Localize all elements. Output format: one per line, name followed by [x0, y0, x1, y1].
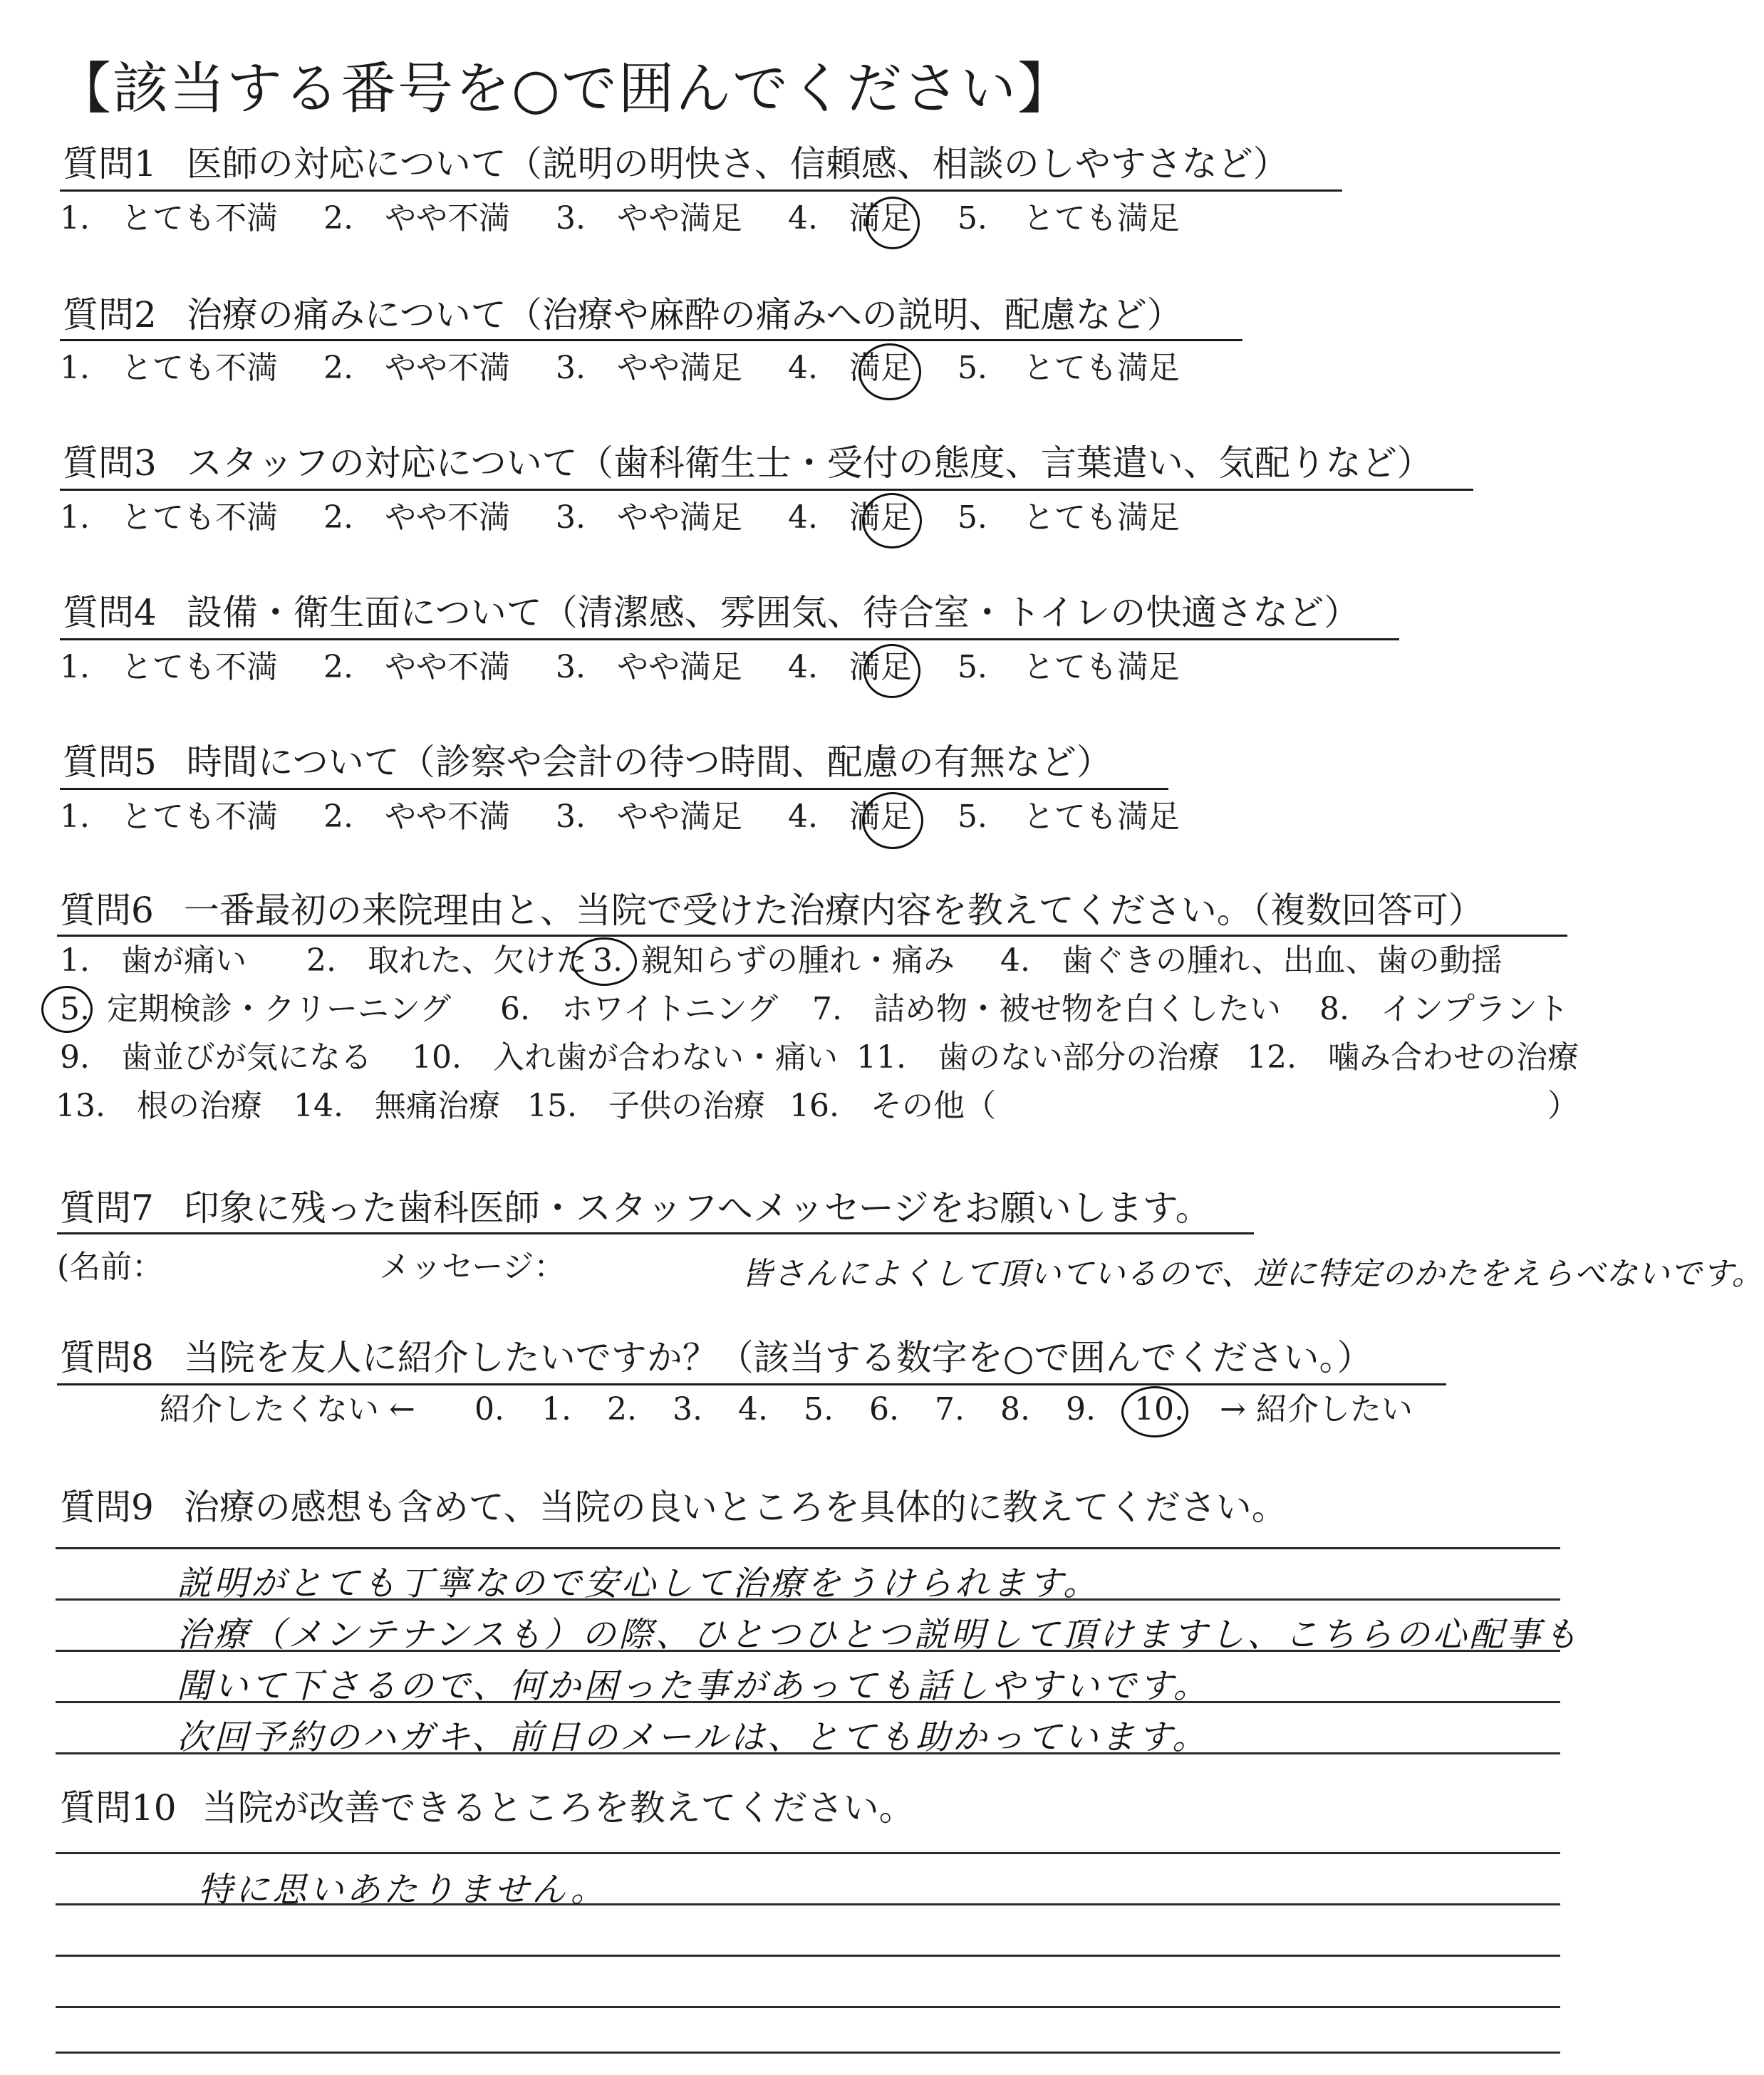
question-9 — [60, 1486, 1287, 1529]
question-7-text: 印象に残った歯科医師・スタッフへメッセージをお願いします。 — [183, 1187, 1211, 1229]
question-1-choices — [60, 199, 1180, 238]
choice-1[interactable]: 1. とても不満 — [60, 649, 278, 685]
recommend-5[interactable]: 5. — [804, 1391, 834, 1427]
q6-option-10[interactable]: 10. 入れ歯が合わない・痛い — [412, 1039, 838, 1076]
q9-answer-line-2: 治療（メンテナンスも）の際、ひとつひとつ説明して頂けますし、こちらの心配事も — [177, 1615, 1581, 1655]
recommend-left-label: 紹介したくない ← — [160, 1391, 415, 1427]
question-6-underline — [57, 935, 1567, 937]
answer-circle-q8 — [1121, 1386, 1188, 1437]
answer-circle-q3 — [862, 493, 922, 548]
q9-answer-line-3: 聞いて下さるので、何か困った事があっても話しやすいです。 — [177, 1666, 1210, 1706]
choice-5-label: とても満足 — [1022, 649, 1180, 685]
question-4-number: 質問4 — [63, 592, 157, 633]
recommend-6[interactable]: 6. — [869, 1391, 899, 1427]
answer-circle-q6-3 — [571, 937, 637, 986]
question-3-choices — [60, 499, 1180, 537]
message-handwritten: 皆さんによくして頂いているので、逆に特定のかたをえらべないです。 — [741, 1256, 1764, 1292]
choice-4[interactable]: 4. 満足 — [787, 799, 912, 835]
q6-option-15[interactable]: 15. 子供の治療 — [527, 1088, 765, 1124]
question-3-underline — [60, 489, 1473, 491]
question-6-number: 質問6 — [60, 890, 154, 931]
question-1-number: 質問1 — [63, 143, 157, 184]
recommend-9[interactable]: 9. — [1066, 1391, 1096, 1427]
choice-4[interactable]: 4. 満足 — [787, 350, 912, 386]
choice-5-label: とても満足 — [1022, 799, 1180, 835]
choice-2[interactable]: 2. やや不満 — [323, 200, 510, 236]
q9-answer-line-1: 説明がとても丁寧なので安心して治療をうけられます。 — [177, 1564, 1101, 1603]
question-7-underline — [57, 1232, 1254, 1234]
question-8-number: 質問8 — [60, 1337, 154, 1378]
q6-option-2[interactable]: 2. 取れた、欠けた — [306, 942, 587, 979]
choice-5[interactable]: 5. — [957, 799, 987, 835]
question-3 — [63, 442, 1433, 484]
choice-3[interactable]: 3. やや満足 — [555, 649, 742, 685]
question-2-choices — [60, 349, 1180, 388]
answer-line — [56, 1852, 1560, 1854]
choice-2[interactable]: 2. やや不満 — [323, 350, 510, 386]
choice-3[interactable]: 3. やや満足 — [555, 799, 742, 835]
question-7 — [60, 1187, 1211, 1229]
q6-option-13[interactable]: 13. 根の治療 — [56, 1088, 262, 1124]
question-3-number: 質問3 — [63, 442, 157, 484]
choice-1[interactable]: 1. とても不満 — [60, 799, 278, 835]
answer-circle-q6-5 — [41, 986, 93, 1033]
choice-3[interactable]: 3. やや満足 — [555, 350, 742, 386]
question-5-choices — [60, 798, 1180, 836]
form-header: 【該当する番号を○で囲んでください】 — [56, 57, 1075, 121]
recommend-0[interactable]: 0. — [474, 1391, 504, 1427]
answer-circle-q1 — [866, 197, 920, 249]
question-2 — [63, 293, 1183, 336]
question-2-underline — [60, 339, 1242, 341]
choice-4[interactable]: 4. 満足 — [787, 200, 912, 236]
q10-answer-line-1: 特に思いあたりません。 — [198, 1870, 608, 1910]
q6-option-3-label: 親知らずの腫れ・痛み — [641, 942, 955, 979]
recommend-2[interactable]: 2. — [607, 1391, 637, 1427]
question-5-text: 時間について（診察や会計の待つ時間、配慮の有無など） — [186, 742, 1112, 783]
answer-line — [56, 1547, 1560, 1549]
question-6-text: 一番最初の来院理由と、当院で受けた治療内容を教えてください。（複数回答可） — [183, 890, 1484, 931]
q6-option-3[interactable]: 3. — [593, 942, 623, 979]
message-label: メッセージ： — [379, 1249, 566, 1285]
answer-line — [56, 2051, 1560, 2054]
name-label: (名前： — [57, 1249, 164, 1285]
q6-option-11[interactable]: 11. 歯のない部分の治療 — [856, 1039, 1220, 1076]
recommend-1[interactable]: 1. — [541, 1391, 571, 1427]
question-1-text: 医師の対応について（説明の明快さ、信頼感、相談のしやすさなど） — [186, 143, 1289, 184]
question-5-underline — [60, 788, 1168, 790]
question-7-number: 質問7 — [60, 1187, 154, 1229]
answer-line — [56, 2006, 1560, 2008]
question-10-number: 質問10 — [60, 1787, 177, 1829]
q9-answer-line-4: 次回予約のハガキ、前日のメールは、とても助かっています。 — [177, 1717, 1210, 1757]
choice-5[interactable]: 5. — [957, 350, 987, 386]
q6-option-16-close-paren: ） — [1547, 1088, 1579, 1124]
choice-2[interactable]: 2. やや不満 — [323, 499, 510, 536]
question-9-text: 治療の感想も含めて、当院の良いところを具体的に教えてください。 — [183, 1487, 1287, 1528]
q6-option-16[interactable]: 16. その他（ — [789, 1088, 996, 1124]
choice-2[interactable]: 2. やや不満 — [323, 649, 510, 685]
question-1 — [63, 142, 1289, 185]
answer-circle-q4 — [863, 644, 920, 698]
q6-option-14[interactable]: 14. 無痛治療 — [294, 1088, 500, 1124]
question-10-text: 当院が改善できるところを教えてください。 — [202, 1787, 915, 1829]
question-8-text: 当院を友人に紹介したいですか？（該当する数字を○で囲んでください。） — [183, 1337, 1373, 1378]
choice-4[interactable]: 4. 満足 — [787, 499, 912, 536]
question-3-text: スタッフの対応について（歯科衛生士・受付の態度、言葉遣い、気配りなど） — [186, 442, 1433, 484]
recommend-right-label: → 紹介したい — [1220, 1391, 1413, 1427]
recommend-7[interactable]: 7. — [935, 1391, 965, 1427]
question-4-choices — [60, 648, 1180, 687]
q6-option-5-label: 定期検診・クリーニング — [107, 991, 452, 1027]
choice-1[interactable]: 1. とても不満 — [60, 200, 278, 236]
question-1-underline — [60, 189, 1342, 192]
question-9-number: 質問9 — [60, 1487, 154, 1528]
choice-5-label: とても満足 — [1022, 499, 1180, 536]
question-2-text: 治療の痛みについて（治療や麻酔の痛みへの説明、配慮など） — [186, 294, 1183, 336]
answer-line — [56, 1955, 1560, 1957]
choice-1[interactable]: 1. とても不満 — [60, 499, 278, 536]
question-6 — [60, 889, 1484, 932]
recommend-8[interactable]: 8. — [1000, 1391, 1030, 1427]
q6-option-5[interactable]: 5. — [60, 991, 90, 1027]
choice-5[interactable]: 5. — [957, 499, 987, 536]
question-10 — [60, 1787, 915, 1829]
answer-circle-q2 — [858, 343, 921, 400]
question-4-text: 設備・衛生面について（清潔感、雰囲気、待合室・トイレの快適さなど） — [186, 592, 1360, 633]
question-5 — [63, 741, 1112, 784]
choice-2[interactable]: 2. やや不満 — [323, 799, 510, 835]
question-5-number: 質問5 — [63, 742, 157, 783]
recommend-4[interactable]: 4. — [738, 1391, 768, 1427]
recommend-3[interactable]: 3. — [673, 1391, 702, 1427]
question-8-underline — [57, 1383, 1446, 1385]
choice-4[interactable]: 4. 満足 — [787, 649, 912, 685]
choice-1[interactable]: 1. とても不満 — [60, 350, 278, 386]
choice-5-label: とても満足 — [1022, 350, 1180, 386]
answer-circle-q5 — [862, 792, 923, 849]
choice-5[interactable]: 5. — [957, 200, 987, 236]
q6-option-6[interactable]: 6. ホワイトニング — [500, 991, 779, 1027]
question-8 — [60, 1336, 1372, 1379]
choice-5[interactable]: 5. — [957, 649, 987, 685]
recommend-10[interactable]: 10. — [1134, 1391, 1184, 1427]
question-2-number: 質問2 — [63, 294, 157, 336]
q6-option-12[interactable]: 12. 噛み合わせの治療 — [1247, 1039, 1579, 1076]
choice-5-label: とても満足 — [1022, 200, 1180, 236]
choice-3[interactable]: 3. やや満足 — [555, 200, 742, 236]
q6-option-7[interactable]: 7. 詰め物・被せ物を白くしたい — [812, 991, 1281, 1027]
q6-option-4[interactable]: 4. 歯ぐきの腫れ、出血、歯の動揺 — [1000, 942, 1503, 979]
question-4-underline — [60, 638, 1399, 640]
question-4 — [63, 591, 1359, 634]
q6-option-8[interactable]: 8. インプラント — [1319, 991, 1569, 1027]
q6-option-9[interactable]: 9. 歯並びが気になる — [60, 1039, 372, 1076]
q6-option-1[interactable]: 1. 歯が痛い — [60, 942, 247, 979]
choice-3[interactable]: 3. やや満足 — [555, 499, 742, 536]
